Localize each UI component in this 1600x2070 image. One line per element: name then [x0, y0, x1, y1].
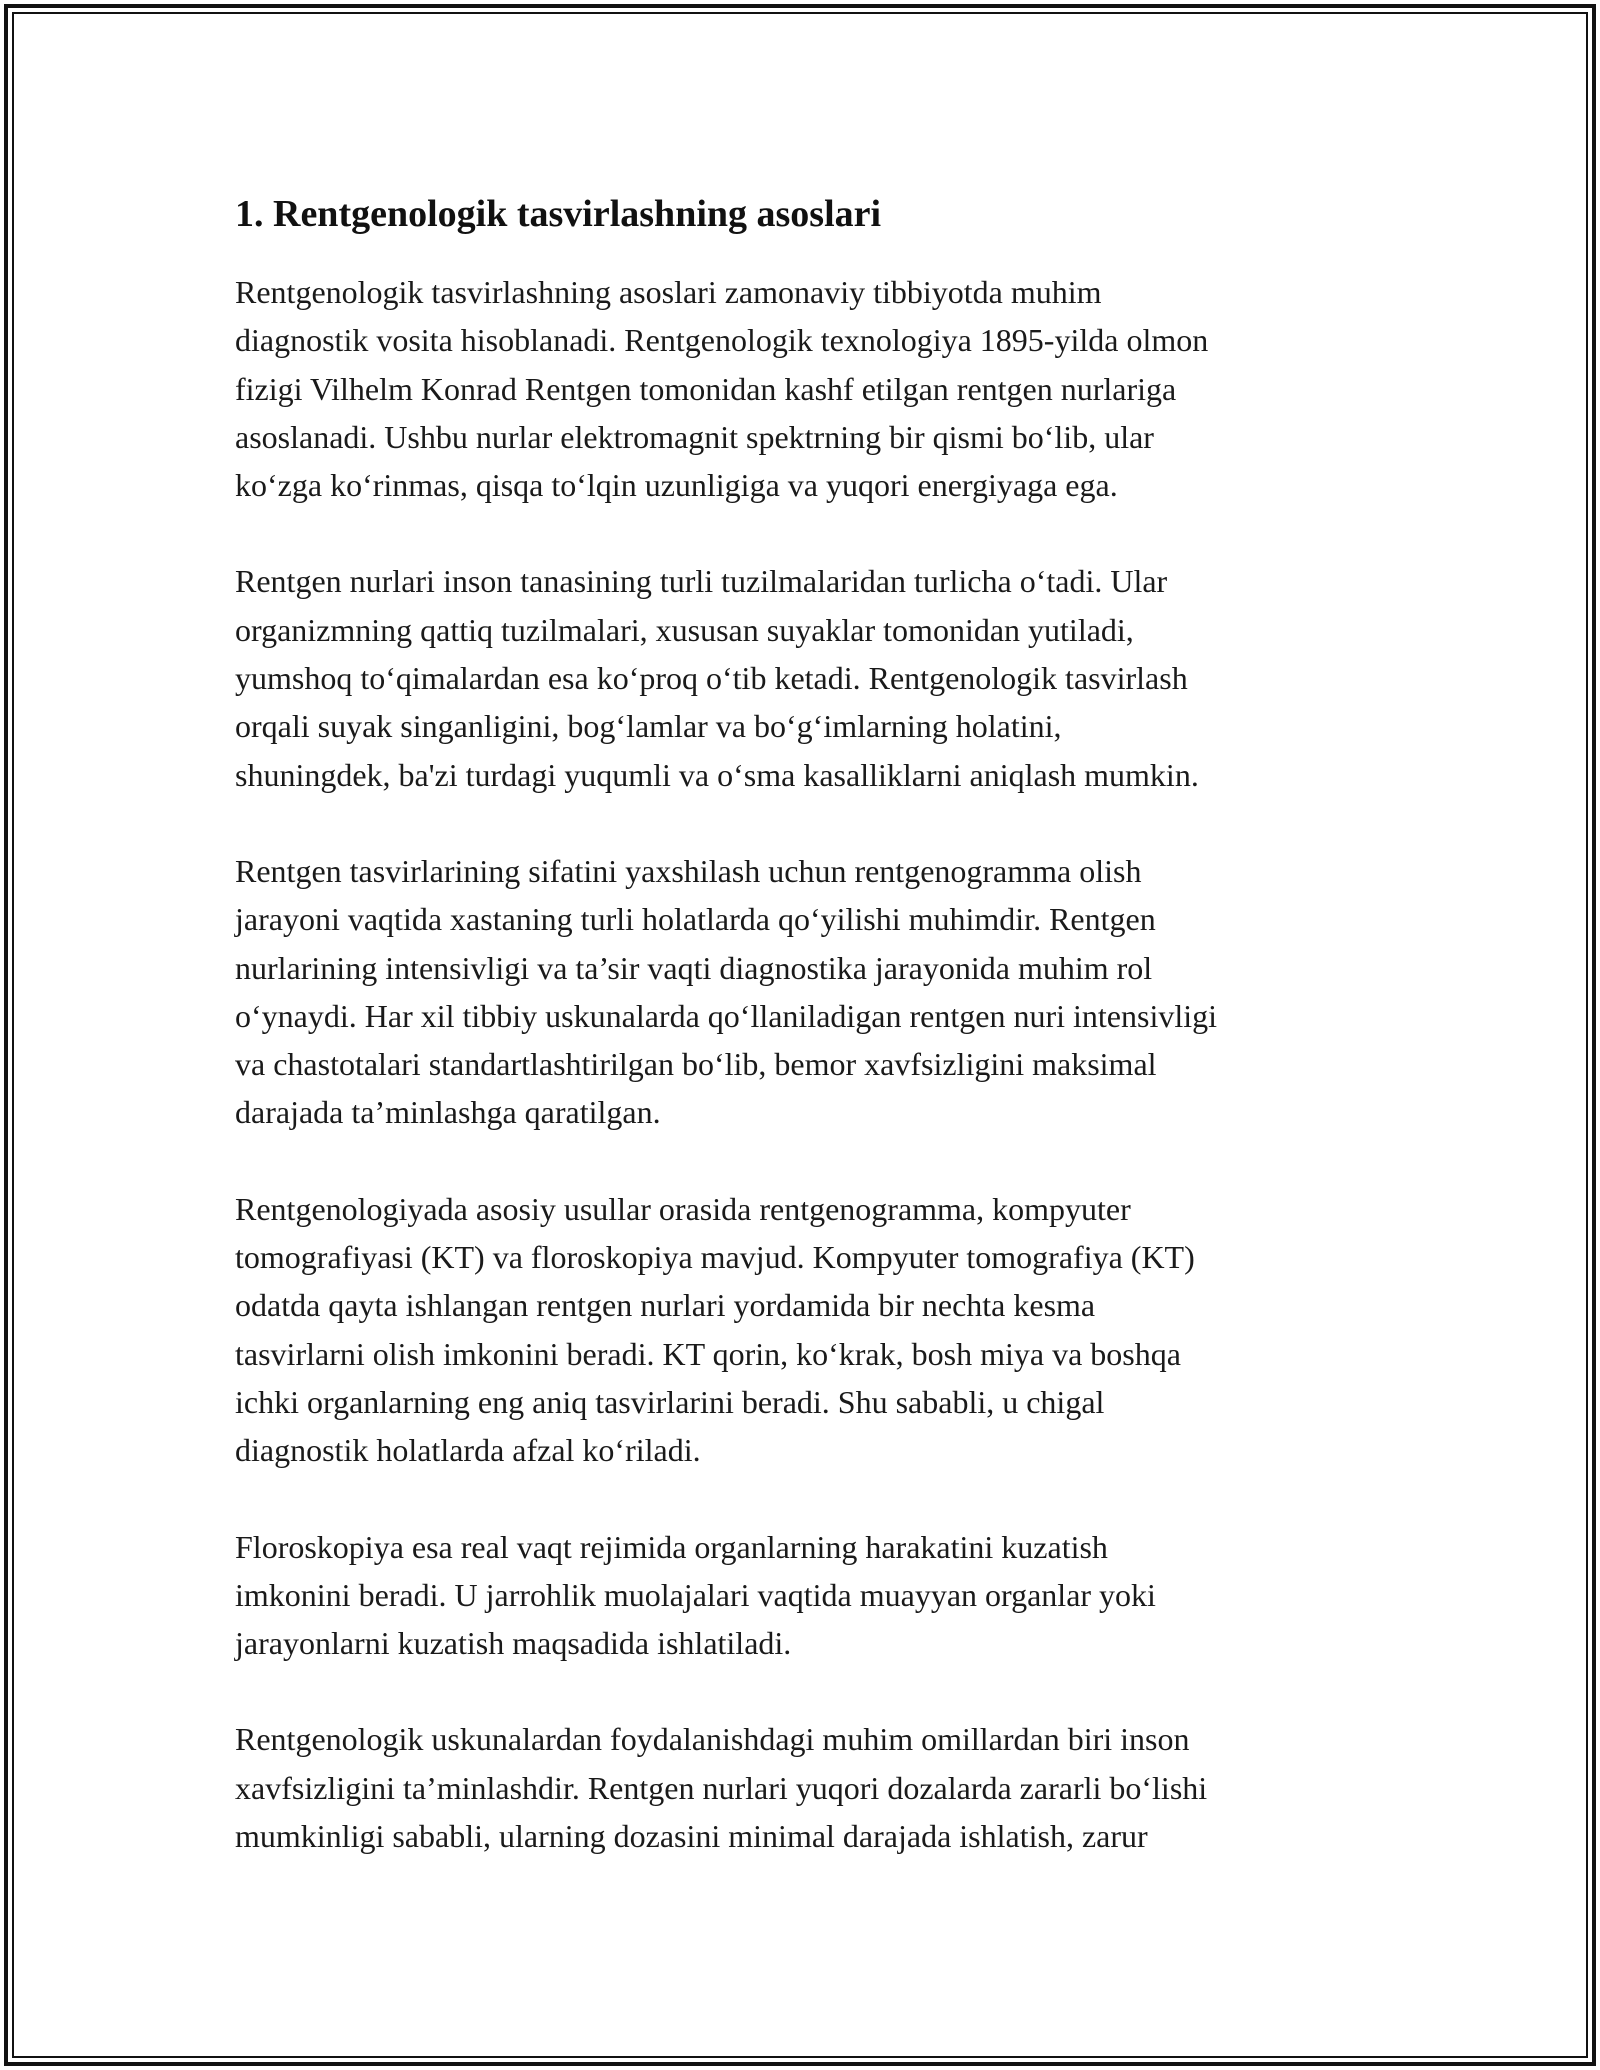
text-line: yumshoq to‘qimalardan esa ko‘proq o‘tib ketadi. Rentgenologik tasvirlash	[235, 660, 1188, 697]
paragraph-2	[235, 557, 1375, 798]
text-line: mumkinligi sababli, ularning dozasini minimal darajada ishlatish, zarur	[235, 1818, 1148, 1855]
text-line: asoslanadi. Ushbu nurlar elektromagnit spektrning bir qismi bo‘lib, ular	[235, 418, 1154, 455]
paragraph-3	[235, 847, 1375, 1137]
text-line: shuningdek, ba'zi turdagi yuqumli va o‘sma kasalliklarni aniqlash mumkin.	[235, 756, 1199, 793]
text-line: tasvirlarni olish imkonini beradi. KT qorin, ko‘krak, bosh miya va boshqa	[235, 1335, 1181, 1372]
text-line: imkonini beradi. U jarrohlik muolajalari vaqtida muayyan organlar yoki	[235, 1576, 1156, 1613]
text-line: diagnostik holatlarda afzal ko‘riladi.	[235, 1432, 701, 1469]
paragraph-5	[235, 1523, 1375, 1668]
section-title: 1. Rentgenologik tasvirlashning asoslari	[235, 193, 882, 235]
text-line: Rentgen tasvirlarining sifatini yaxshilash uchun rentgenogramma olish	[235, 852, 1142, 889]
text-line: ichki organlarning eng aniq tasvirlarini beradi. Shu sababli, u chigal	[235, 1383, 1105, 1420]
text-line: Rentgen nurlari inson tanasining turli tuzilmalaridan turlicha o‘tadi. Ular	[235, 563, 1168, 600]
paragraph-1	[235, 268, 1375, 509]
text-line: Floroskopiya esa real vaqt rejimida organlarning harakatini kuzatish	[235, 1528, 1108, 1565]
text-line: Rentgenologiyada asosiy usullar orasida rentgenogramma, kompyuter	[235, 1190, 1131, 1227]
text-line: o‘ynaydi. Har xil tibbiy uskunalarda qo‘llaniladigan rentgen nuri intensivligi	[235, 997, 1217, 1034]
document-body	[235, 188, 1375, 1908]
text-line: xavfsizligini ta’minlashdir. Rentgen nurlari yuqori dozalarda zararli bo‘lishi	[235, 1769, 1208, 1806]
text-line: va chastotalari standartlashtirilgan bo‘lib, bemor xavfsizligini maksimal	[235, 1046, 1157, 1083]
text-line: jarayonlarni kuzatish maqsadida ishlatiladi.	[235, 1625, 792, 1662]
text-line: Rentgenologik uskunalardan foydalanishdagi muhim omillardan biri inson	[235, 1721, 1190, 1758]
text-line: darajada ta’minlashga qaratilgan.	[235, 1094, 661, 1131]
text-line: jarayoni vaqtida xastaning turli holatlarda qo‘yilishi muhimdir. Rentgen	[235, 901, 1156, 938]
text-line: tomografiyasi (KT) va floroskopiya mavjud. Kompyuter tomografiya (KT)	[235, 1239, 1195, 1276]
text-line: odatda qayta ishlangan rentgen nurlari yordamida bir nechta kesma	[235, 1287, 1096, 1324]
text-line: fizigi Vilhelm Konrad Rentgen tomonidan kashf etilgan rentgen nurlariga	[235, 370, 1177, 407]
text-line: ko‘zga ko‘rinmas, qisqa to‘lqin uzunligiga va yuqori energiyaga ega.	[235, 467, 1118, 504]
text-line: organizmning qattiq tuzilmalari, xususan suyaklar tomonidan yutiladi,	[235, 611, 1134, 648]
paragraph-6	[235, 1715, 1375, 1860]
text-line: nurlarining intensivligi va ta’sir vaqti diagnostika jarayonida muhim rol	[235, 949, 1153, 986]
paragraph-4	[235, 1185, 1375, 1475]
text-line: diagnostik vosita hisoblanadi. Rentgenologik texnologiya 1895-yilda olmon	[235, 322, 1209, 359]
text-line: orqali suyak singanligini, bog‘lamlar va bo‘g‘imlarning holatini,	[235, 708, 1062, 745]
text-line: Rentgenologik tasvirlashning asoslari zamonaviy tibbiyotda muhim	[235, 274, 1102, 310]
